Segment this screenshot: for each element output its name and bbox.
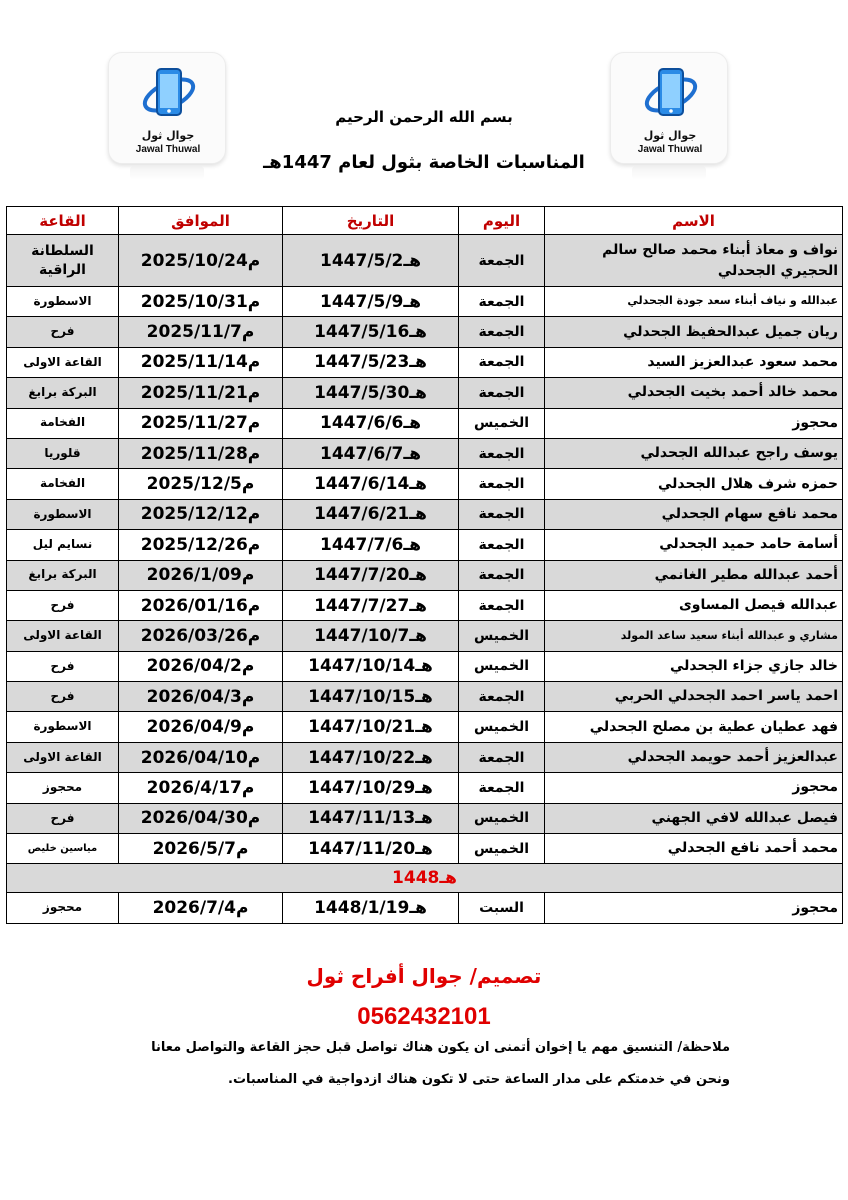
- cell-name: خالد جازي جزاء الجحدلي: [545, 651, 843, 681]
- cell-hijri: 1447/5/23هـ: [314, 352, 427, 373]
- cell-hall: فرح: [7, 317, 119, 347]
- cell-day: الجمعة: [459, 287, 545, 317]
- logo-arabic-text: جوال ثول: [643, 129, 697, 142]
- table-row: [7, 287, 843, 317]
- cell-gregorian: 2026/7/4م: [152, 898, 249, 919]
- table-row: [7, 893, 843, 923]
- cell-hijri: 1447/5/9هـ: [320, 291, 421, 312]
- cell-gregorian: 2025/11/21م: [140, 382, 261, 403]
- cell-hall: الاسطورة: [7, 287, 119, 317]
- cell-day: الجمعة: [459, 438, 545, 468]
- cell-day: الجمعة: [459, 590, 545, 620]
- cell-gregorian: 2026/4/17م: [146, 777, 255, 798]
- cell-hijri: 1448/1/19هـ: [314, 898, 427, 919]
- cell-name: حمزه شرف هلال الجحدلي: [545, 469, 843, 499]
- table-row: [7, 378, 843, 408]
- cell-day: الخميس: [459, 621, 545, 651]
- cell-day: الجمعة: [459, 499, 545, 529]
- cell-hijri: 1447/10/22هـ: [308, 747, 433, 768]
- cell-hall: قلوريا: [7, 438, 119, 468]
- cell-name: محمد سعود عبدالعزيز السيد: [545, 347, 843, 377]
- table-header-row: [7, 207, 843, 235]
- cell-gregorian: 2025/11/14م: [140, 352, 261, 373]
- table-row: [7, 560, 843, 590]
- cell-gregorian: 2026/5/7م: [152, 838, 249, 859]
- note-line-2: ونحن في خدمتكم على مدار الساعة حتى لا تكون هناك ازدواجية في المناسبات.: [228, 1072, 730, 1087]
- cell-day: الجمعة: [459, 317, 545, 347]
- cell-name: احمد ياسر احمد الجحدلي الحربي: [545, 682, 843, 712]
- cell-hall: البركة برابغ: [7, 560, 119, 590]
- cell-day: السبت: [459, 893, 545, 923]
- cell-gregorian: 2025/11/7م: [146, 322, 255, 343]
- basmala: بسم الله الرحمن الرحيم: [335, 108, 513, 126]
- cell-name: فيصل عبدالله لافي الجهني: [545, 803, 843, 833]
- cell-gregorian: 2026/04/2م: [146, 656, 255, 677]
- logo-arabic-text: جوال ثول: [141, 129, 195, 142]
- cell-gregorian: 2026/01/16م: [140, 595, 261, 616]
- logo-english-text: Jawal Thuwal: [135, 144, 201, 155]
- cell-hall: البركة برابغ: [7, 378, 119, 408]
- cell-hall: القاعة الاولى: [7, 742, 119, 772]
- cell-hijri: 1447/10/15هـ: [308, 686, 433, 707]
- cell-hall: فرح: [7, 590, 119, 620]
- cell-day: الخميس: [459, 803, 545, 833]
- table-row: [7, 469, 843, 499]
- cell-hijri: 1447/7/20هـ: [314, 565, 427, 586]
- cell-hijri: 1447/10/7هـ: [314, 625, 427, 646]
- cell-gregorian: 2026/03/26م: [140, 625, 261, 646]
- cell-hijri: 1447/10/29هـ: [308, 777, 433, 798]
- cell-gregorian: 2026/04/9م: [146, 717, 255, 738]
- cell-day: الخميس: [459, 834, 545, 864]
- cell-gregorian: 2026/04/10م: [140, 747, 261, 768]
- cell-gregorian: 2025/10/31م: [140, 291, 261, 312]
- cell-hijri: 1447/5/16هـ: [314, 322, 427, 343]
- table-row: [7, 682, 843, 712]
- cell-hall: القاعة الاولى: [7, 347, 119, 377]
- cell-day: الجمعة: [459, 347, 545, 377]
- cell-name: عبدالله و نياف أبناء سعد جودة الجحدلي: [545, 287, 843, 317]
- table-row: [7, 530, 843, 560]
- header-hall: القاعة: [7, 207, 119, 235]
- cell-hijri: 1447/10/14هـ: [308, 656, 433, 677]
- cell-hijri: 1447/11/13هـ: [308, 808, 433, 829]
- phone-number: 0562432101: [357, 1003, 491, 1030]
- cell-gregorian: 2025/12/26م: [140, 534, 261, 555]
- page-title: المناسبات الخاصة بثول لعام 1447هـ: [263, 152, 585, 173]
- header-day: اليوم: [459, 207, 545, 235]
- table-row: [7, 408, 843, 438]
- logo-english-text: Jawal Thuwal: [637, 144, 703, 155]
- cell-hijri: 1447/7/27هـ: [314, 595, 427, 616]
- cell-hall: فرح: [7, 682, 119, 712]
- cell-day: الجمعة: [459, 560, 545, 590]
- cell-name: عبدالعزيز أحمد حويمد الجحدلي: [545, 742, 843, 772]
- cell-hall: الفخامة: [7, 408, 119, 438]
- designer-credit: تصميم/ جوال أفراح ثول: [306, 964, 542, 988]
- cell-name: محجوز: [545, 773, 843, 803]
- cell-name: يوسف راجح عبدالله الجحدلي: [545, 438, 843, 468]
- header-hijri-date: التاريخ: [283, 207, 459, 235]
- cell-name: عبدالله فيصل المساوى: [545, 590, 843, 620]
- header-name: الاسم: [545, 207, 843, 235]
- cell-gregorian: 2025/12/5م: [146, 474, 255, 495]
- cell-day: الجمعة: [459, 682, 545, 712]
- table-row: [7, 499, 843, 529]
- cell-hall: الاسطورة: [7, 499, 119, 529]
- cell-hall: السلطانة الراقية: [7, 235, 119, 287]
- cell-day: الخميس: [459, 712, 545, 742]
- cell-name: أحمد عبدالله مطير الغانمي: [545, 560, 843, 590]
- cell-name: فهد عطيان عطية بن مصلح الجحدلي: [545, 712, 843, 742]
- cell-hijri: 1447/7/6هـ: [320, 534, 421, 555]
- cell-name: محمد نافع سهام الجحدلي: [545, 499, 843, 529]
- cell-name: محجوز: [545, 893, 843, 923]
- cell-day: الجمعة: [459, 235, 545, 287]
- cell-day: الجمعة: [459, 530, 545, 560]
- cell-day: الخميس: [459, 651, 545, 681]
- cell-name: محمد أحمد نافع الجحدلي: [545, 834, 843, 864]
- note-line-1: ملاحظة/ التنسيق مهم يا إخوان أتمنى ان يكون هناك تواصل قبل حجز القاعة والتواصل معانا: [151, 1040, 730, 1055]
- cell-gregorian: 2026/1/09م: [146, 565, 255, 586]
- table-row: [7, 742, 843, 772]
- cell-name: محجوز: [545, 408, 843, 438]
- cell-hall: فرح: [7, 803, 119, 833]
- table-row: [7, 803, 843, 833]
- cell-gregorian: 2025/11/27م: [140, 413, 261, 434]
- cell-day: الجمعة: [459, 469, 545, 499]
- header-gregorian-date: الموافق: [119, 207, 283, 235]
- cell-hall: فرح: [7, 651, 119, 681]
- year-divider-row: [7, 864, 843, 893]
- cell-hall: محجوز: [7, 773, 119, 803]
- table-row: [7, 438, 843, 468]
- table-row: [7, 773, 843, 803]
- table-row: [7, 347, 843, 377]
- cell-hijri: 1447/6/14هـ: [314, 474, 427, 495]
- cell-hijri: 1447/11/20هـ: [308, 838, 433, 859]
- cell-hijri: 1447/10/21هـ: [308, 717, 433, 738]
- cell-day: الجمعة: [459, 773, 545, 803]
- cell-name: أسامة حامد حميد الجحدلي: [545, 530, 843, 560]
- table-row: [7, 712, 843, 742]
- cell-hijri: 1447/5/30هـ: [314, 382, 427, 403]
- cell-name: محمد خالد أحمد بخيت الجحدلي: [545, 378, 843, 408]
- cell-hijri: 1447/5/2هـ: [320, 250, 421, 271]
- table-row: [7, 651, 843, 681]
- cell-hijri: 1447/6/21هـ: [314, 504, 427, 525]
- cell-gregorian: 2026/04/30م: [140, 808, 261, 829]
- table-row: [7, 235, 843, 287]
- cell-name: مشاري و عبدالله أبناء سعيد ساعد المولد: [545, 621, 843, 651]
- cell-hijri: 1447/6/6هـ: [320, 413, 421, 434]
- cell-day: الجمعة: [459, 742, 545, 772]
- cell-gregorian: 2025/12/12م: [140, 504, 261, 525]
- cell-gregorian: 2026/04/3م: [146, 686, 255, 707]
- cell-hall: الاسطورة: [7, 712, 119, 742]
- table-row: [7, 621, 843, 651]
- cell-gregorian: 2025/10/24م: [140, 250, 261, 271]
- cell-hijri: 1447/6/7هـ: [320, 443, 421, 464]
- cell-gregorian: 2025/11/28م: [140, 443, 261, 464]
- cell-day: الجمعة: [459, 378, 545, 408]
- table-row: [7, 834, 843, 864]
- events-table: [6, 206, 843, 924]
- cell-hall: نسايم ليل: [7, 530, 119, 560]
- cell-hall: مياسين خليص: [7, 834, 119, 864]
- cell-name: نواف و معاذ أبناء محمد صالح سالم الحجيري الجحدلي: [545, 235, 843, 287]
- cell-hall: الفخامة: [7, 469, 119, 499]
- table-row: [7, 590, 843, 620]
- cell-day: الخميس: [459, 408, 545, 438]
- table-row: [7, 317, 843, 347]
- cell-name: ريان جميل عبدالحفيظ الجحدلي: [545, 317, 843, 347]
- cell-hall: محجوز: [7, 893, 119, 923]
- year-divider: 1448هـ: [392, 868, 457, 889]
- cell-hall: القاعة الاولى: [7, 621, 119, 651]
